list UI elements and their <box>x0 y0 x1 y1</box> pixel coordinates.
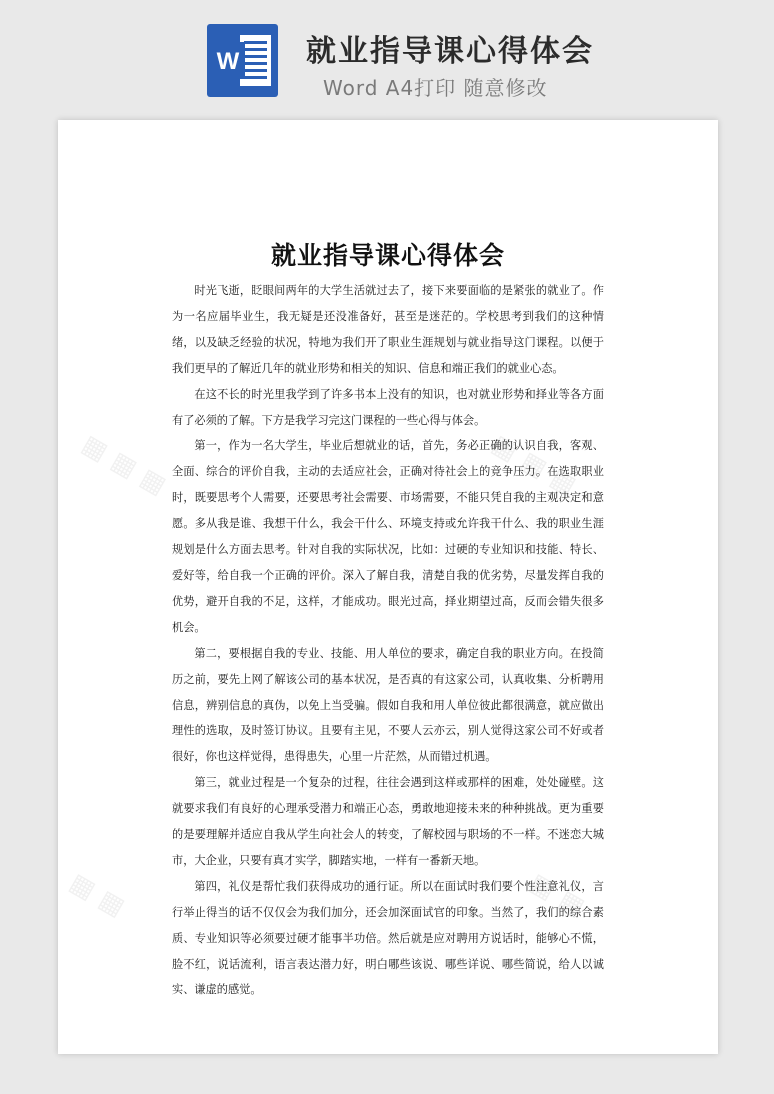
word-document-icon <box>207 24 278 97</box>
paragraph: 第一，作为一名大学生，毕业后想就业的话，首先，务必正确的认识自我，客观、全面、综合的评价自我，主动的去适应社会，正确对待社会上的竞争压力。在选取职业时，既要思考个人需要，还要思考社会需要、市场需要，不能只凭自我的主观决定和意愿。多从我是谁、我想干什么，我会干什么、环境支持或允许我干什么、我的职业生涯规划是什么方面去思考。针对自我的实际状况，比如：过硬的专业知识和技能、特长、爱好等，给自我一个正确的评价。深入了解自我，清楚自我的优劣势，尽量发挥自我的优势，避开自我的不足，这样，才能成功。眼光过高，择业期望过高，反而会错失很多机会。 <box>172 439 604 634</box>
document-body <box>172 278 604 1003</box>
paragraph: 第四，礼仪是帮忙我们获得成功的通行证。所以在面试时我们要个性注意礼仪，言行举止得当的话不仅仅会为我们加分，还会加深面试官的印象。当然了，我们的综合素质、专业知识等必须要过硬才能事半功倍。然后就是应对聘用方说话时，能够心不慌，脸不红，说话流利，语言表达潜力好，明白哪些该说、哪些详说、哪些简说，给人以诚实、谦虚的感觉。 <box>172 879 604 997</box>
watermark-mark: ▦ ▦ <box>64 867 130 923</box>
document-page <box>58 120 718 1054</box>
watermark-mark: ▦ ▦ ▦ <box>76 429 172 501</box>
paragraph: 在这不长的时光里我学到了许多书本上没有的知识，也对就业形势和择业等各方面有了必须的了解。下方是我学习完这门课程的一些心得与体会。 <box>172 387 604 427</box>
paragraph: 时光飞逝，眨眼间两年的大学生活就过去了，接下来要面临的是紧张的就业了。作为一名应届毕业生，我无疑是还没准备好，甚至是迷茫的。学校思考到我们的这种情绪，以及缺乏经验的状况，特地为我们开了职业生涯规划与就业指导这门课程。以便于我们更早的了解近几年的就业形势和相关的知识、信息和端正我们的就业心态。 <box>172 284 604 375</box>
watermark-mark: ▦ ▦ ▦ <box>486 429 582 501</box>
paragraph: 第二，要根据自我的专业、技能、用人单位的要求，确定自我的职业方向。在投简历之前，要先上网了解该公司的基本状况，是否真的有这家公司，认真收集、分析聘用信息，辨别信息的真伪，以免上当受骗。假如自我和用人单位彼此都很满意，就应做出理性的选取，及时签订协议。且要有主见，不要人云亦云，别人觉得这家公司不好或者很好，你也这样觉得，患得患失，心里一片茫然，从而错过机遇。 <box>172 646 604 764</box>
word-icon-letter: W <box>216 48 240 75</box>
banner-subtitle: Word A4打印 随意修改 <box>323 76 548 100</box>
document-title: 就业指导课心得体会 <box>270 241 505 270</box>
banner-title: 就业指导课心得体会 <box>306 34 594 69</box>
banner-header <box>0 0 774 118</box>
paragraph: 第三，就业过程是一个复杂的过程，往往会遇到这样或那样的困难，处处碰壁。这就要求我们有良好的心理承受潜力和端正心态，勇敢地迎接未来的种种挑战。更为重要的是要理解并适应自我从学生向社会人的转变，了解校园与职场的不一样。不迷恋大城市，大企业，只要有真才实学，脚踏实地，一样有一番新天地。 <box>172 776 604 867</box>
watermark-mark: ▦ ▦ <box>524 867 590 923</box>
